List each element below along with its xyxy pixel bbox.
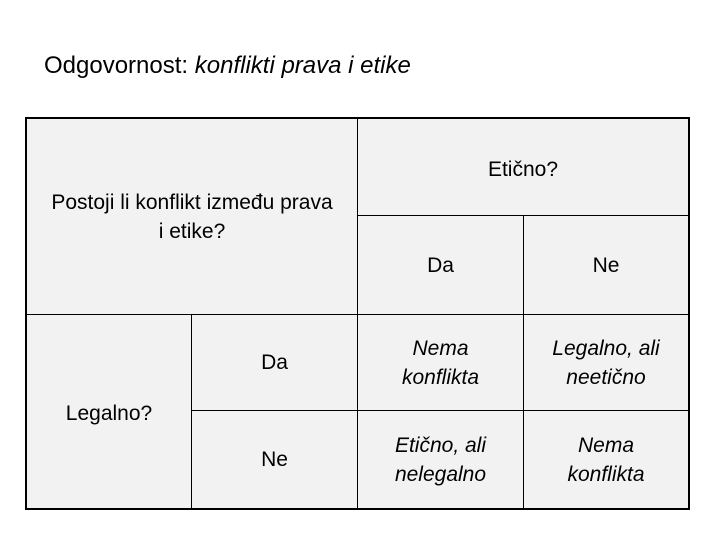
slide-title	[44, 50, 411, 82]
row-option-da: Da	[191, 314, 358, 411]
outcome-ne-da: Etično, ali nelegalno	[357, 410, 524, 510]
column-header-cell	[357, 117, 690, 216]
corner-question-text: Postoji li konflikt između prava i etike?	[51, 190, 333, 243]
column-option-ne: Ne	[523, 215, 690, 315]
corner-question-cell	[25, 117, 358, 315]
title-prefix: Odgovornost:	[44, 52, 189, 79]
title-emphasis: konflikti prava i etike	[194, 52, 411, 79]
outcome-ne-ne: Nema konflikta	[523, 410, 690, 510]
row-option-ne: Ne	[191, 410, 358, 510]
outcome-da-ne: Legalno, ali neetično	[523, 314, 690, 411]
row-header-text: Legalno?	[65, 402, 153, 425]
outcome-da-da: Nema konflikta	[357, 314, 524, 411]
row-header-cell	[25, 314, 192, 510]
column-header-text: Etično?	[487, 157, 559, 181]
column-option-da: Da	[357, 215, 524, 315]
